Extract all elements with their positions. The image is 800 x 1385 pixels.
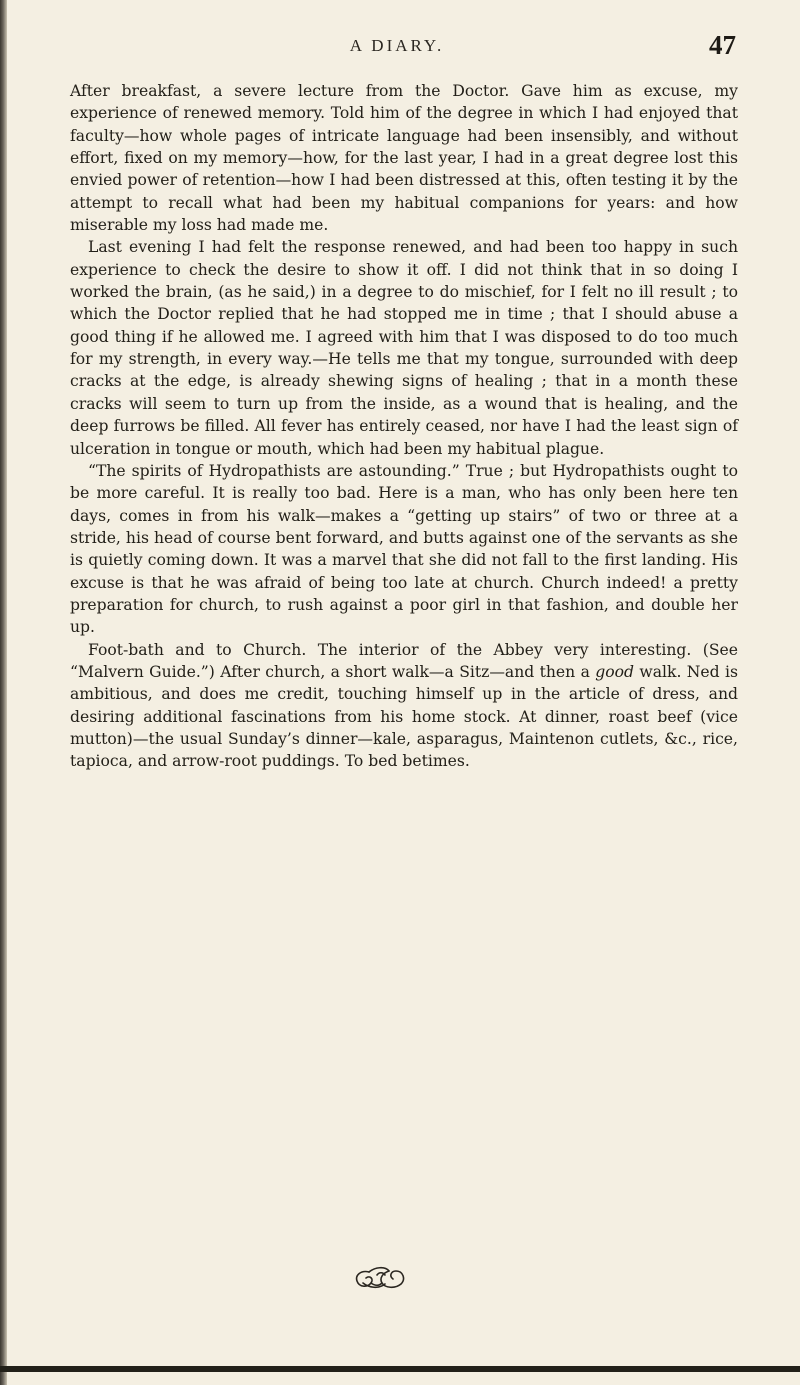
running-head: A DIARY. <box>349 36 445 55</box>
paragraph-text-continued: walk. Ned is ambitious, and does me credit, touching himself up in the article of dress, and desiring additional fascinations from his home stock. At dinner, roast beef (vice mutton)—the usual Sunday’s dinner—kale, asparagus, Maintenon cutlets, &c., rice, tapioca, and arrow-root puddings. To bed betimes. <box>70 662 738 771</box>
paragraph-text: Foot-bath and to Church. The interior of the Abbey very interesting. (See “Malvern Guide.”) After church, a short walk—a Sitz—and then a <box>70 640 738 681</box>
page-bottom-edge <box>0 1366 800 1372</box>
printers-flourish-icon <box>349 1262 413 1296</box>
paragraph-text: After breakfast, a severe lecture from the Doctor. Gave him as excuse, my experience of renewed memory. Told him of the degree in which I had enjoyed that faculty—how whole pages of intricate language had been insensibly, and without effort, fixed on my memory—how, for the last year, I had in a great degree lost this envied power of retention—how I had been distressed at this, often testing it by the attempt to recall what had been my habitual companions for years: and how miserable my loss had made me. <box>70 82 738 235</box>
page-number: 47 <box>709 30 736 60</box>
paragraph <box>70 236 738 459</box>
paragraph <box>70 80 738 236</box>
paragraph <box>70 639 738 773</box>
paragraph <box>70 460 738 639</box>
paragraph-text: “The spirits of Hydropathists are astounding.” True ; but Hydropathists ought to be more careful. It is really too bad. Here is a man, who has only been here ten days, comes in from his walk—makes a “getting up stairs” of two or three at a stride, his head of course bent forward, and butts against one of the servants as she is quietly coming down. It was a marvel that she did not fall to the first landing. His excuse is that he was afraid of being too late at church. Church indeed! a pretty preparation for church, to rush against a poor girl in that fashion, and double her up. <box>70 461 738 637</box>
paragraph-text: Last evening I had felt the response renewed, and had been too happy in such experience to check the desire to show it off. I did not think that in so doing I worked the brain, (as he said,) in a degree to do mischief, for I felt no ill result ; to which the Doctor replied that he had stopped me in time ; that I should abuse a good thing if he allowed me. I agreed with him that I was disposed to do too much for my strength, in every way.—He tells me that my tongue, surrounded with deep cracks at the edge, is already shewing signs of healing ; that in a month these cracks will seem to turn up from the inside, as a wound that is healing, and the deep furrows be filled. All fever has entirely ceased, nor have I had the least sign of ulceration in tongue or mouth, which had been my habitual plague. <box>70 238 738 458</box>
emphasized-word: good <box>595 662 634 681</box>
page-binding-shadow <box>0 0 7 1385</box>
diary-entry-text <box>70 80 738 773</box>
page-header <box>58 30 736 66</box>
